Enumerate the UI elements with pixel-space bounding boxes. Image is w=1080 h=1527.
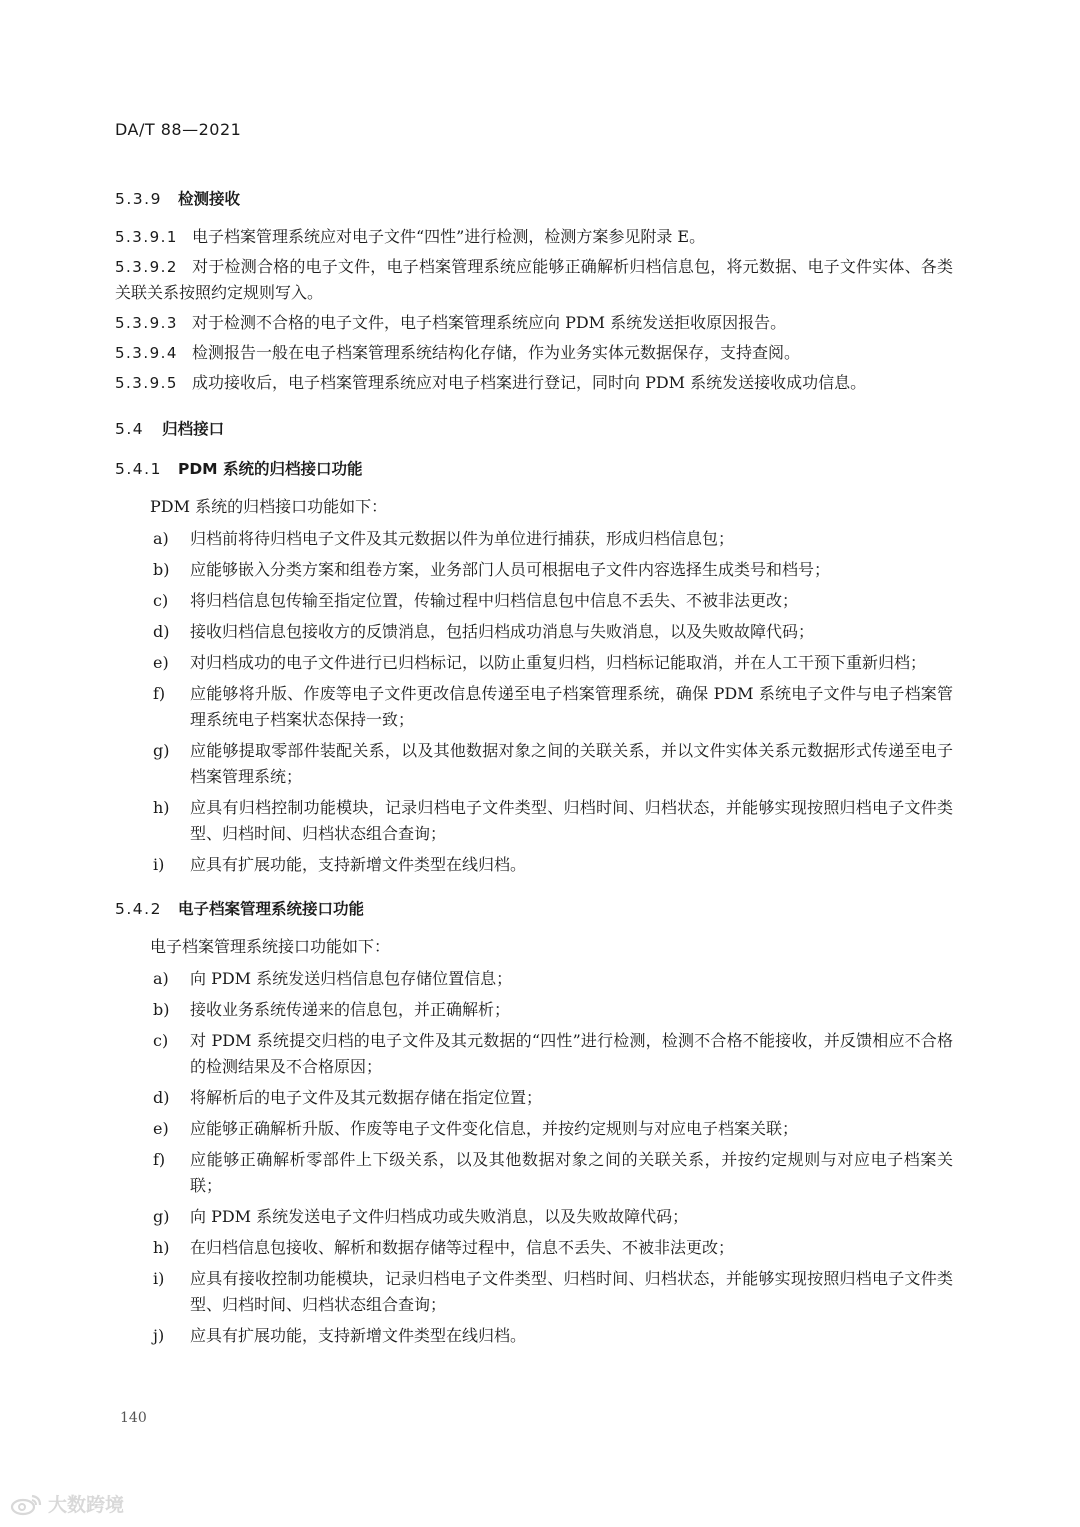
list-item — [115, 966, 953, 992]
list-marker: c) — [153, 1031, 169, 1050]
page-number: 140 — [120, 1410, 147, 1426]
list-item — [115, 738, 953, 790]
list-item-text: 应能够提取零部件装配关系，以及其他数据对象之间的关联关系，并以文件实体关系元数据形式传递至电子档案管理系统； — [190, 741, 953, 786]
list-item-text: 向 PDM 系统发送电子文件归档成功或失败消息，以及失败故障代码； — [190, 1207, 689, 1226]
section-number: 5.4.2 — [115, 900, 162, 918]
list-item-text: 对 PDM 系统提交归档的电子文件及其元数据的“四性”进行检测，检测不合格不能接收，并反馈相应不合格的检测结果及不合格原因； — [190, 1031, 953, 1076]
section-heading-5-4-2 — [115, 896, 953, 922]
list-item — [115, 1147, 953, 1199]
list-item — [115, 526, 953, 552]
list-marker: j) — [153, 1326, 165, 1345]
clause-number: 5.3.9.4 — [115, 344, 178, 362]
list-item-text: 向 PDM 系统发送归档信息包存储位置信息； — [190, 969, 513, 988]
section-number: 5.4.1 — [115, 460, 162, 478]
section-intro: 电子档案管理系统接口功能如下： — [150, 937, 391, 956]
list-marker: e) — [153, 1119, 169, 1138]
list-marker: b) — [153, 560, 170, 579]
list-item-text: 应具有接收控制功能模块，记录归档电子文件类型、归档时间、归档状态，并能够实现按照归档电子文件类型、归档时间、归档状态组合查询； — [190, 1269, 953, 1314]
list-marker: d) — [153, 1088, 170, 1107]
list-marker: c) — [153, 591, 169, 610]
section-title: PDM 系统的归档接口功能 — [177, 460, 363, 478]
clause-5-3-9-4 — [115, 340, 953, 366]
clause-number: 5.3.9.2 — [115, 258, 178, 276]
clause-text: 检测报告一般在电子档案管理系统结构化存储，作为业务实体元数据保存，支持查阅。 — [191, 343, 800, 362]
list-item — [115, 1235, 953, 1261]
section-title: 检测接收 — [177, 190, 240, 208]
standard-code: DA/T 88—2021 — [115, 120, 242, 139]
list-item-text: 归档前将待归档电子文件及其元数据以件为单位进行捕获，形成归档信息包； — [190, 529, 735, 548]
clause-5-3-9-5 — [115, 370, 953, 396]
list-marker: h) — [153, 798, 170, 817]
list-item-text: 应能够嵌入分类方案和组卷方案，业务部门人员可根据电子文件内容选择生成类号和档号； — [190, 560, 831, 579]
list-item — [115, 588, 953, 614]
section-heading-5-4-1 — [115, 456, 953, 482]
list-item — [115, 557, 953, 583]
list-item — [115, 1266, 953, 1318]
section-title: 电子档案管理系统接口功能 — [177, 900, 364, 918]
list-marker: b) — [153, 1000, 170, 1019]
list-marker: e) — [153, 653, 169, 672]
section-intro: PDM 系统的归档接口功能如下： — [150, 497, 388, 516]
weibo-style-logo-icon — [10, 1492, 44, 1516]
list-item-text: 应具有扩展功能，支持新增文件类型在线归档。 — [190, 1326, 527, 1345]
list-item — [115, 997, 953, 1023]
list-item — [115, 1323, 953, 1349]
clause-text: 成功接收后，电子档案管理系统应对电子档案进行登记，同时向 PDM 系统发送接收成功信息。 — [191, 373, 867, 392]
list-item — [115, 1085, 953, 1111]
list-item-text: 将解析后的电子文件及其元数据存储在指定位置； — [190, 1088, 543, 1107]
pdm-function-list — [115, 526, 953, 878]
list-item-text: 对归档成功的电子文件进行已归档标记，以防止重复归档，归档标记能取消，并在人工干预下重新归档； — [190, 653, 927, 672]
clause-number: 5.3.9.3 — [115, 314, 178, 332]
clause-text: 对于检测不合格的电子文件，电子档案管理系统应向 PDM 系统发送拒收原因报告。 — [191, 313, 787, 332]
list-marker: a) — [153, 969, 169, 988]
list-marker: g) — [153, 741, 170, 760]
clause-5-3-9-1 — [115, 224, 953, 250]
watermark-text: 大数跨境 — [48, 1494, 125, 1516]
clause-text: 电子档案管理系统应对电子文件“四性”进行检测，检测方案参见附录 E。 — [191, 227, 706, 246]
list-item-text: 接收业务系统传递来的信息包，并正确解析； — [190, 1000, 511, 1019]
list-item-text: 应具有扩展功能，支持新增文件类型在线归档。 — [190, 855, 527, 874]
clause-5-3-9-2 — [115, 254, 953, 306]
section-heading-5-3-9 — [115, 186, 953, 212]
list-item — [115, 1204, 953, 1230]
section-title: 归档接口 — [162, 420, 225, 438]
section-number: 5.4 — [115, 420, 145, 438]
list-item — [115, 1028, 953, 1080]
list-marker: a) — [153, 529, 169, 548]
list-item — [115, 650, 953, 676]
list-item — [115, 681, 953, 733]
list-marker: i) — [153, 1269, 165, 1288]
list-marker: f) — [153, 684, 166, 703]
list-marker: i) — [153, 855, 165, 874]
document-body — [115, 186, 953, 1367]
list-item-text: 接收归档信息包接收方的反馈消息，包括归档成功消息与失败消息，以及失败故障代码； — [190, 622, 815, 641]
clause-number: 5.3.9.1 — [115, 228, 178, 246]
list-marker: g) — [153, 1207, 170, 1226]
section-heading-5-4 — [115, 416, 953, 442]
clause-5-3-9-3 — [115, 310, 953, 336]
list-item-text: 在归档信息包接收、解析和数据存储等过程中，信息不丢失、不被非法更改； — [190, 1238, 735, 1257]
list-item — [115, 852, 953, 878]
list-item-text: 将归档信息包传输至指定位置，传输过程中归档信息包中信息不丢失、不被非法更改； — [190, 591, 799, 610]
archive-system-function-list — [115, 966, 953, 1349]
list-marker: d) — [153, 622, 170, 641]
list-marker: f) — [153, 1150, 166, 1169]
list-item-text: 应能够将升版、作废等电子文件更改信息传递至电子档案管理系统，确保 PDM 系统电子文件与电子档案管理系统电子档案状态保持一致； — [190, 684, 953, 729]
list-marker: h) — [153, 1238, 170, 1257]
clause-text: 对于检测合格的电子文件，电子档案管理系统应能够正确解析归档信息包，将元数据、电子文件实体、各类关联关系按照约定规则写入。 — [115, 257, 953, 302]
section-number: 5.3.9 — [115, 190, 162, 208]
list-item — [115, 795, 953, 847]
list-item-text: 应能够正确解析升版、作废等电子文件变化信息，并按约定规则与对应电子档案关联； — [190, 1119, 799, 1138]
list-item — [115, 619, 953, 645]
watermark — [10, 1490, 124, 1517]
list-item — [115, 1116, 953, 1142]
list-item-text: 应能够正确解析零部件上下级关系，以及其他数据对象之间的关联关系，并按约定规则与对应电子档案关联； — [190, 1150, 953, 1195]
clause-number: 5.3.9.5 — [115, 374, 178, 392]
list-item-text: 应具有归档控制功能模块，记录归档电子文件类型、归档时间、归档状态，并能够实现按照归档电子文件类型、归档时间、归档状态组合查询； — [190, 798, 953, 843]
